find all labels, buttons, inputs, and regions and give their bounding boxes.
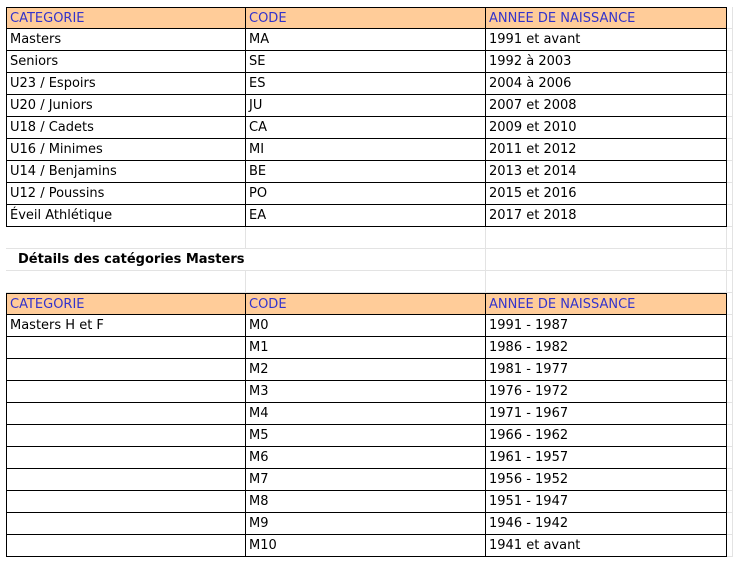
table1-cell-categorie[interactable]: Éveil Athlétique bbox=[6, 205, 246, 227]
table1-cell-code[interactable]: ES bbox=[246, 73, 486, 95]
table-row bbox=[0, 381, 733, 403]
grid-cell[interactable] bbox=[727, 161, 733, 183]
table-row bbox=[0, 29, 733, 51]
table2-cell-annee[interactable]: 1971 - 1967 bbox=[486, 403, 727, 425]
table-row bbox=[0, 117, 733, 139]
grid-cell[interactable] bbox=[727, 513, 733, 535]
table2-cell-annee[interactable]: 1951 - 1947 bbox=[486, 491, 727, 513]
table1-cell-code[interactable]: JU bbox=[246, 95, 486, 117]
table1-cell-annee[interactable]: 1991 et avant bbox=[486, 29, 727, 51]
table1-cell-categorie[interactable]: U20 / Juniors bbox=[6, 95, 246, 117]
table-row bbox=[0, 359, 733, 381]
table1-cell-categorie[interactable]: U16 / Minimes bbox=[6, 139, 246, 161]
table-row bbox=[0, 183, 733, 205]
section-title-row bbox=[0, 249, 733, 271]
grid-cell[interactable] bbox=[727, 51, 733, 73]
table1-cell-annee[interactable]: 2011 et 2012 bbox=[486, 139, 727, 161]
table1-header-annee[interactable]: ANNEE DE NAISSANCE bbox=[486, 7, 727, 29]
table2-cell-categorie[interactable] bbox=[6, 381, 246, 403]
table-row bbox=[0, 315, 733, 337]
grid-cell[interactable] bbox=[6, 249, 246, 271]
grid-cell[interactable] bbox=[727, 205, 733, 227]
table-row bbox=[0, 161, 733, 183]
table2-cell-categorie[interactable] bbox=[6, 359, 246, 381]
table2-cell-categorie[interactable] bbox=[6, 535, 246, 557]
table-row bbox=[0, 403, 733, 425]
grid-cell[interactable] bbox=[727, 227, 733, 249]
grid-cell[interactable] bbox=[727, 249, 733, 271]
table1-header-categorie[interactable]: CATEGORIE bbox=[6, 7, 246, 29]
grid-cell[interactable] bbox=[727, 7, 733, 29]
table1-header-code[interactable]: CODE bbox=[246, 7, 486, 29]
grid-cell[interactable] bbox=[727, 139, 733, 161]
table2-cell-annee[interactable]: 1956 - 1952 bbox=[486, 469, 727, 491]
table-row bbox=[0, 139, 733, 161]
grid-cell[interactable] bbox=[727, 337, 733, 359]
grid-cell[interactable] bbox=[6, 271, 246, 293]
grid-cell[interactable] bbox=[727, 271, 733, 293]
table2-cell-annee[interactable]: 1946 - 1942 bbox=[486, 513, 727, 535]
table2-cell-annee[interactable]: 1986 - 1982 bbox=[486, 337, 727, 359]
table2-cell-annee[interactable]: 1976 - 1972 bbox=[486, 381, 727, 403]
grid-cell[interactable] bbox=[727, 535, 733, 557]
grid-cell[interactable] bbox=[727, 95, 733, 117]
grid-cell[interactable] bbox=[246, 249, 486, 271]
table2-cell-categorie[interactable] bbox=[6, 403, 246, 425]
table2-cell-annee[interactable]: 1961 - 1957 bbox=[486, 447, 727, 469]
table1-header-row bbox=[0, 7, 733, 29]
table1-cell-code[interactable]: EA bbox=[246, 205, 486, 227]
table2-cell-categorie[interactable]: Masters H et F bbox=[6, 315, 246, 337]
table2-cell-categorie[interactable] bbox=[6, 447, 246, 469]
grid-cell[interactable] bbox=[727, 117, 733, 139]
table-row bbox=[0, 513, 733, 535]
table1-cell-categorie[interactable]: U14 / Benjamins bbox=[6, 161, 246, 183]
table-row bbox=[0, 95, 733, 117]
grid-cell[interactable] bbox=[486, 249, 727, 271]
table1-cell-code[interactable]: MI bbox=[246, 139, 486, 161]
table-row bbox=[0, 205, 733, 227]
table1-cell-code[interactable]: CA bbox=[246, 117, 486, 139]
table2-header-row bbox=[0, 293, 733, 315]
table-row bbox=[0, 73, 733, 95]
table1-cell-categorie[interactable]: U18 / Cadets bbox=[6, 117, 246, 139]
table1-cell-categorie[interactable]: Masters bbox=[6, 29, 246, 51]
table2-cell-annee[interactable]: 1981 - 1977 bbox=[486, 359, 727, 381]
table2-cell-categorie[interactable] bbox=[6, 513, 246, 535]
table2-cell-code[interactable]: M4 bbox=[246, 403, 486, 425]
table-row bbox=[0, 535, 733, 557]
table1-cell-categorie[interactable]: U12 / Poussins bbox=[6, 183, 246, 205]
table1-cell-annee[interactable]: 2015 et 2016 bbox=[486, 183, 727, 205]
grid-cell[interactable] bbox=[486, 271, 727, 293]
table2-cell-categorie[interactable] bbox=[6, 337, 246, 359]
table2-cell-categorie[interactable] bbox=[6, 425, 246, 447]
table2-cell-code[interactable]: M6 bbox=[246, 447, 486, 469]
table-row bbox=[0, 337, 733, 359]
grid-cell[interactable] bbox=[727, 29, 733, 51]
table-row bbox=[0, 491, 733, 513]
table-row bbox=[0, 447, 733, 469]
table2-header-annee[interactable]: ANNEE DE NAISSANCE bbox=[486, 293, 727, 315]
table1-cell-code[interactable]: BE bbox=[246, 161, 486, 183]
table2-header-categorie[interactable]: CATEGORIE bbox=[6, 293, 246, 315]
table-row bbox=[0, 425, 733, 447]
table1-cell-code[interactable]: PO bbox=[246, 183, 486, 205]
table2-cell-code[interactable]: M9 bbox=[246, 513, 486, 535]
section-title: Détails des catégories Masters bbox=[18, 252, 245, 267]
table2-cell-categorie[interactable] bbox=[6, 469, 246, 491]
grid-cell[interactable] bbox=[486, 227, 727, 249]
table-row bbox=[0, 469, 733, 491]
table2-cell-code[interactable]: M0 bbox=[246, 315, 486, 337]
table2-cell-categorie[interactable] bbox=[6, 491, 246, 513]
table2-cell-code[interactable]: M3 bbox=[246, 381, 486, 403]
table2-cell-code[interactable]: M8 bbox=[246, 491, 486, 513]
table2-cell-code[interactable]: M10 bbox=[246, 535, 486, 557]
table-row bbox=[0, 51, 733, 73]
table1-cell-annee[interactable]: 2017 et 2018 bbox=[486, 205, 727, 227]
table2-cell-code[interactable]: M2 bbox=[246, 359, 486, 381]
table1-cell-categorie[interactable]: Seniors bbox=[6, 51, 246, 73]
grid-cell[interactable] bbox=[727, 491, 733, 513]
table2-header-code[interactable]: CODE bbox=[246, 293, 486, 315]
empty-grid-row bbox=[0, 271, 733, 293]
table2-cell-annee[interactable]: 1966 - 1962 bbox=[486, 425, 727, 447]
empty-grid-row bbox=[0, 227, 733, 249]
grid-cell[interactable] bbox=[246, 271, 486, 293]
table1-cell-code[interactable]: MA bbox=[246, 29, 486, 51]
table1-cell-annee[interactable]: 1992 à 2003 bbox=[486, 51, 727, 73]
table1-cell-categorie[interactable]: U23 / Espoirs bbox=[6, 73, 246, 95]
table2-cell-annee[interactable]: 1991 - 1987 bbox=[486, 315, 727, 337]
table1-cell-annee[interactable]: 2009 et 2010 bbox=[486, 117, 727, 139]
grid-cell[interactable] bbox=[727, 293, 733, 315]
grid-cell[interactable] bbox=[727, 381, 733, 403]
grid-cell[interactable] bbox=[727, 359, 733, 381]
table1-cell-annee[interactable]: 2004 à 2006 bbox=[486, 73, 727, 95]
table1-cell-annee[interactable]: 2007 et 2008 bbox=[486, 95, 727, 117]
grid-cell[interactable] bbox=[727, 183, 733, 205]
grid-cell[interactable] bbox=[727, 403, 733, 425]
grid-cell[interactable] bbox=[727, 425, 733, 447]
table1-cell-annee[interactable]: 2013 et 2014 bbox=[486, 161, 727, 183]
grid-cell[interactable] bbox=[6, 227, 246, 249]
table2-cell-annee[interactable]: 1941 et avant bbox=[486, 535, 727, 557]
grid-cell[interactable] bbox=[727, 469, 733, 491]
grid-cell[interactable] bbox=[727, 315, 733, 337]
table2-cell-code[interactable]: M7 bbox=[246, 469, 486, 491]
grid-cell[interactable] bbox=[727, 73, 733, 95]
grid-cell[interactable] bbox=[727, 447, 733, 469]
grid-cell[interactable] bbox=[246, 227, 486, 249]
table2-cell-code[interactable]: M1 bbox=[246, 337, 486, 359]
table1-cell-code[interactable]: SE bbox=[246, 51, 486, 73]
table2-cell-code[interactable]: M5 bbox=[246, 425, 486, 447]
